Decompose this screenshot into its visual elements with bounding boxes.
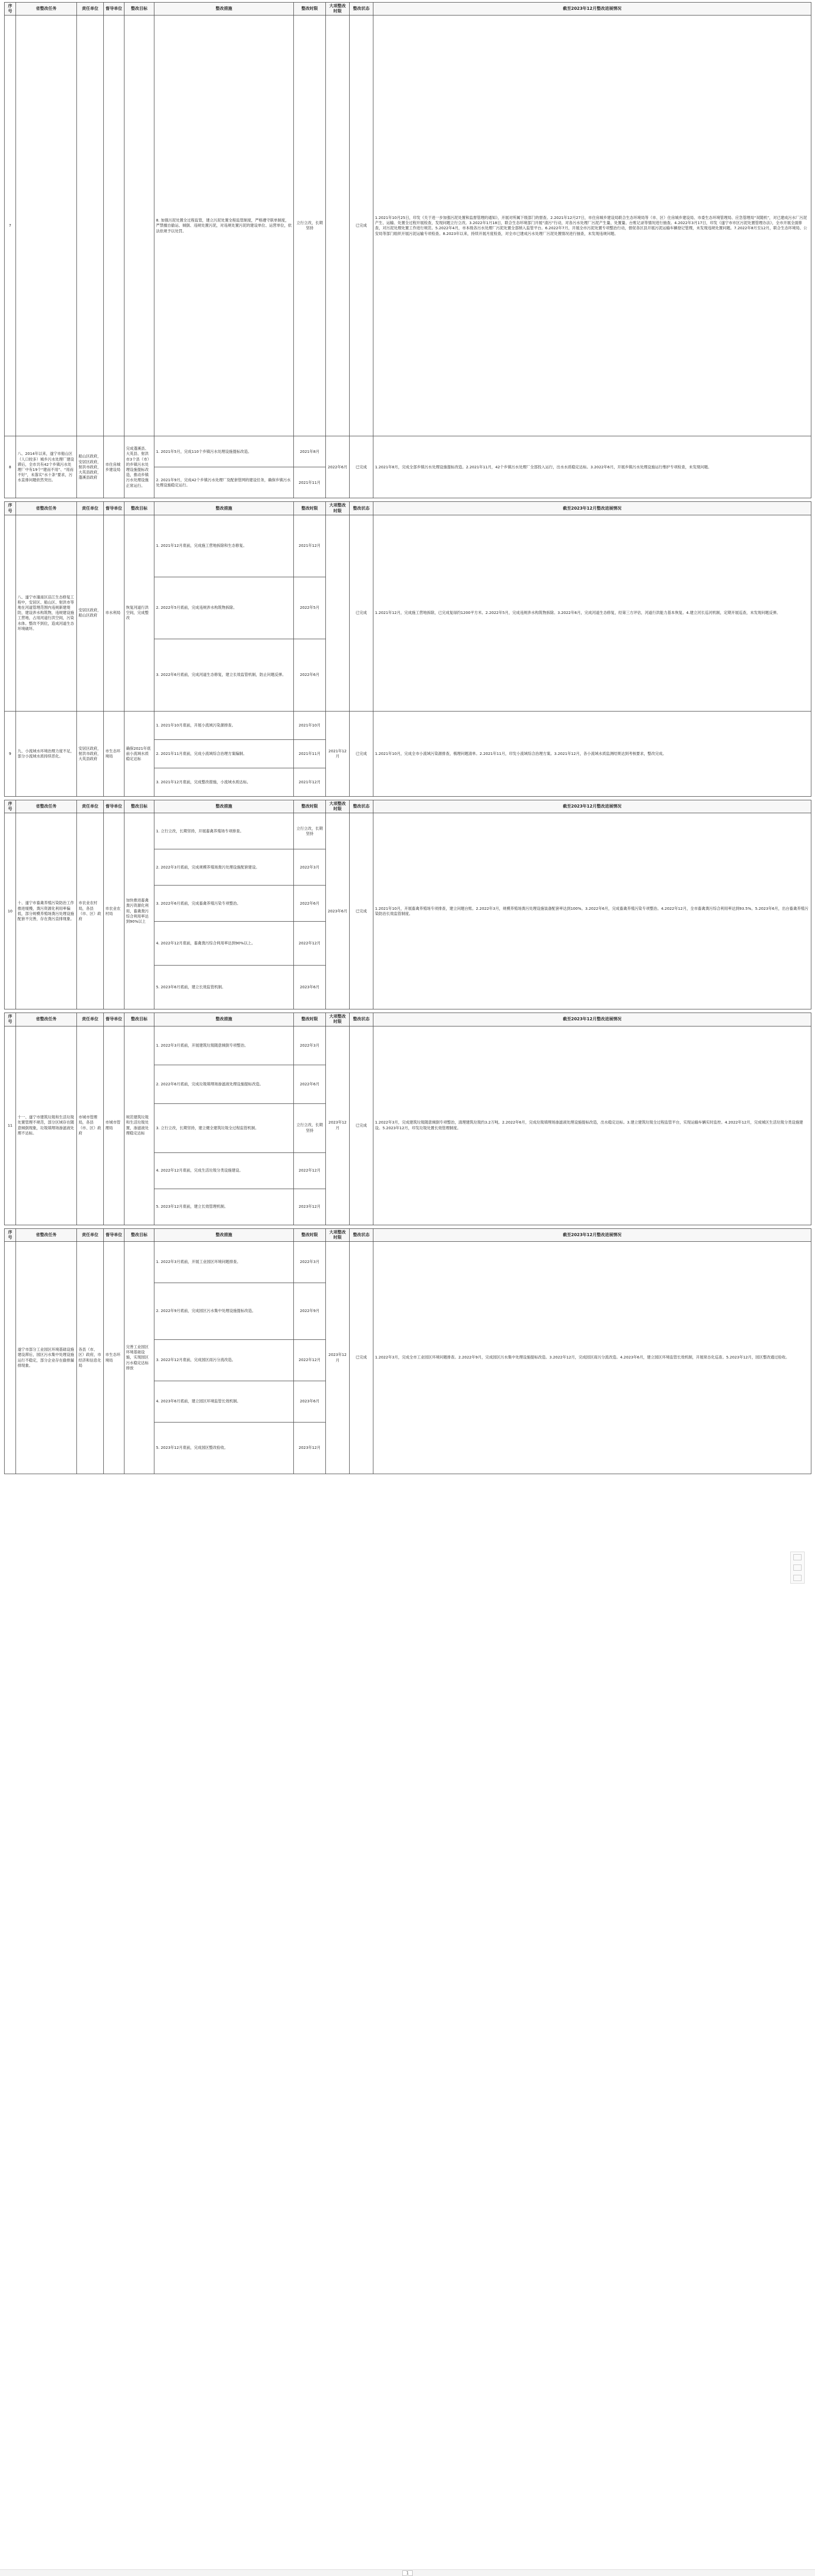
status-cell: 已完成 bbox=[350, 1242, 373, 1474]
task-cell: 九、小流域水环境治理力度不足，部分小流域水质持续恶化。 bbox=[16, 711, 77, 796]
col-header: 大项整改时限 bbox=[326, 800, 350, 813]
deadline-cell: 2022年12月 bbox=[294, 1340, 326, 1381]
page-number-button[interactable]: 1 bbox=[402, 2570, 412, 2576]
col-header: 整改目标 bbox=[124, 800, 154, 813]
col-header: 序号 bbox=[5, 800, 16, 813]
col-header: 大项整改时限 bbox=[326, 3, 350, 15]
col-header: 序号 bbox=[5, 502, 16, 515]
progress-cell: 1.2022年3月，完成建筑垃圾随意倾倒专项整治，清理建筑垃圾约3.2万吨。2.2022年6月，完成垃圾填埋场渗滤液处理设施提标改造，出水稳定达标。3.建立建筑垃圾全过程监管平台，实现运输车辆实时监控。4.2022年12月，完成城区生活垃圾分类设施建设。5.2023年12月，印发垃圾处置长效管理制度。 bbox=[373, 1026, 811, 1225]
measure-cell: 3. 2022年6月底前，完成河道生态修复，建立长效监管机制，防止问题反弹。 bbox=[154, 639, 294, 711]
supervisor-cell: 市城市管理局 bbox=[104, 1026, 124, 1225]
measure-cell: 3. 2022年12月底前，完成园区雨污分流改造。 bbox=[154, 1340, 294, 1381]
col-header: 截至2023年12月整改进展情况 bbox=[373, 1228, 811, 1241]
table-header-row bbox=[5, 800, 811, 813]
col-header: 责任单位 bbox=[77, 800, 104, 813]
measure-cell: 2. 2022年6月底前，完成垃圾填埋场渗滤液处理设施提标改造。 bbox=[154, 1065, 294, 1103]
unit-cell: 安居区政府，船山区政府 bbox=[77, 515, 104, 711]
status-cell: 已完成 bbox=[350, 813, 373, 1009]
measure-cell: 1. 2022年3月底前，开展工业园区环境问题排查。 bbox=[154, 1242, 294, 1283]
col-header: 整改措施 bbox=[154, 1013, 294, 1026]
deadline-cell: 2022年9月 bbox=[294, 1283, 326, 1340]
measure-cell: 4. 2022年12月底前，畜禽粪污综合利用率达到90%以上。 bbox=[154, 922, 294, 966]
toolbar-icon[interactable] bbox=[793, 1564, 802, 1571]
table-row bbox=[5, 1242, 811, 1283]
col-header: 省整改任务 bbox=[16, 502, 77, 515]
measure-cell: 2. 2022年9月底前，完成园区污水集中处理设施提标改造。 bbox=[154, 1283, 294, 1340]
col-header: 整改状态 bbox=[350, 800, 373, 813]
deadline-cell: 2022年3月 bbox=[294, 1242, 326, 1283]
deadline-cell: 2022年3月 bbox=[294, 1026, 326, 1065]
deadline-cell: 2021年11月 bbox=[294, 739, 326, 768]
col-header: 序号 bbox=[5, 3, 16, 15]
deadline-cell: 2023年12月 bbox=[294, 1189, 326, 1225]
progress-cell: 1.2021年10月，完成全市小流域污染源排查，梳理问题清单。2.2021年11月，印发小流域综合治理方案。3.2021年12月，各小流域水质监测结果达到考核要求，整改完成。 bbox=[373, 711, 811, 796]
measure-cell: 3. 2021年12月底前，完成整改措施，小流域水质达标。 bbox=[154, 768, 294, 796]
task-cell: 十一、遂宁市建筑垃圾和生活垃圾处置管理不规范，部分区域存在随意倾倒现象，垃圾填埋场渗滤液处理不达标。 bbox=[16, 1026, 77, 1225]
deadline-cell: 立行立改，长期坚持 bbox=[294, 15, 326, 436]
supervisor-cell: 市住房城乡建设局 bbox=[104, 436, 124, 498]
unit-cell: 各县（市、区）政府，市经济和信息化局 bbox=[77, 1242, 104, 1474]
progress-cell: 1.2021年8月，完成全部乡镇污水处理设施提标改造。2.2021年11月，42个乡镇污水处理厂全部投入运行，出水水质稳定达标。3.2022年6月，开展乡镇污水处理设施运行维护专项检查，未发现问题。 bbox=[373, 436, 811, 498]
table-row bbox=[5, 15, 811, 436]
measure-cell: 1. 2021年12月底前，完成施工营地拆除和生态修复。 bbox=[154, 515, 294, 577]
deadline-cell: 2022年5月 bbox=[294, 577, 326, 639]
table-header-row bbox=[5, 1013, 811, 1026]
col-header: 责任单位 bbox=[77, 3, 104, 15]
col-header: 整改措施 bbox=[154, 800, 294, 813]
status-cell: 已完成 bbox=[350, 15, 373, 436]
col-header: 整改目标 bbox=[124, 1228, 154, 1241]
table-row bbox=[5, 436, 811, 467]
progress-cell: 1.2022年3月，完成全市工业园区环境问题排查。2.2022年9月，完成园区污水集中处理设施提标改造。3.2022年12月，完成园区雨污分流改造。4.2023年6月，建立园区环境监管长效机制，开展常态化巡查。5.2023年12月，园区整改通过验收。 bbox=[373, 1242, 811, 1474]
col-header: 督导单位 bbox=[104, 800, 124, 813]
measure-cell: 2. 2022年5月底前，完成违规涉水构筑物拆除。 bbox=[154, 577, 294, 639]
unit-cell: 市城市管理局，各县（市、区）政府 bbox=[77, 1026, 104, 1225]
supervisor-cell: 市农业农村局 bbox=[104, 813, 124, 1009]
deadline-cell: 2021年11月 bbox=[294, 467, 326, 498]
col-header: 大项整改时限 bbox=[326, 1013, 350, 1026]
row-number: 7 bbox=[5, 15, 16, 436]
unit-cell: 安居区政府，射洪市政府，大英县政府 bbox=[77, 711, 104, 796]
big-deadline-cell bbox=[326, 15, 350, 436]
col-header: 督导单位 bbox=[104, 1013, 124, 1026]
measure-cell: 1. 2022年3月底前，开展建筑垃圾随意倾倒专项整治。 bbox=[154, 1026, 294, 1065]
col-header: 序号 bbox=[5, 1228, 16, 1241]
col-header: 督导单位 bbox=[104, 502, 124, 515]
col-header: 整改状态 bbox=[350, 1228, 373, 1241]
deadline-cell: 2022年12月 bbox=[294, 922, 326, 966]
big-deadline-cell: 2023年12月 bbox=[326, 1026, 350, 1225]
deadline-cell: 2021年8月 bbox=[294, 436, 326, 467]
col-header: 整改状态 bbox=[350, 3, 373, 15]
status-cell: 已完成 bbox=[350, 711, 373, 796]
deadline-cell: 2022年12月 bbox=[294, 1152, 326, 1189]
status-cell: 已完成 bbox=[350, 436, 373, 498]
rectification-table-2 bbox=[4, 501, 811, 796]
col-header: 整改时限 bbox=[294, 800, 326, 813]
unit-cell bbox=[77, 15, 104, 436]
measure-cell: 1. 立行立改，长期坚持，开展畜禽养殖场专项排查。 bbox=[154, 813, 294, 849]
measure-cell: 3. 2022年6月底前，完成畜禽养殖污染专项整治。 bbox=[154, 886, 294, 922]
rectification-table-3 bbox=[4, 800, 811, 1009]
col-header: 省整改任务 bbox=[16, 1228, 77, 1241]
row-number: 8 bbox=[5, 436, 16, 498]
table-header-row bbox=[5, 502, 811, 515]
col-header: 整改状态 bbox=[350, 502, 373, 515]
row-number: 9 bbox=[5, 711, 16, 796]
task-cell: 八、2014年以来，遂宁市船山区（人口较多）城乡污水处理厂建设滞后，全市共有42个乡镇污水处理厂中有19个“建而不用”、“用而不好”，未落实“水十条”要求，污水直排问题依然突出。 bbox=[16, 436, 77, 498]
supervisor-cell: 市水利局 bbox=[104, 515, 124, 711]
col-header: 省整改任务 bbox=[16, 800, 77, 813]
deadline-cell: 2023年6月 bbox=[294, 1381, 326, 1423]
supervisor-cell: 市生态环境局 bbox=[104, 1242, 124, 1474]
rectification-table-1 bbox=[4, 2, 811, 498]
col-header: 督导单位 bbox=[104, 3, 124, 15]
measure-cell: 8. 加强污泥处置全过程监管，建立污泥处置全程监管制度，严格遵守联单制度，严禁擅自偷运、倾倒、违规处置污泥，对违规处置污泥的建设单位、运营单位，依法依规予以处罚。 bbox=[154, 15, 294, 436]
col-header: 整改措施 bbox=[154, 3, 294, 15]
measure-cell: 5. 2023年6月底前，建立长效监管机制。 bbox=[154, 966, 294, 1009]
col-header: 大项整改时限 bbox=[326, 502, 350, 515]
goal-cell: 完善工业园区环境基础设施，实现园区污水稳定达标排放 bbox=[124, 1242, 154, 1474]
col-header: 截至2023年12月整改进展情况 bbox=[373, 800, 811, 813]
progress-cell: 1.2021年10月，开展畜禽养殖场专项排查，建立问题台账。2.2022年3月，规模养殖场粪污处理设施装备配套率达到100%。3.2022年6月，完成畜禽养殖污染专项整治。4.2022年12月，全市畜禽粪污综合利用率达到93.5%。5.2023年6月，出台畜禽养殖污染防治长效监管制度。 bbox=[373, 813, 811, 1009]
col-header: 责任单位 bbox=[77, 502, 104, 515]
col-header: 大项整改时限 bbox=[326, 1228, 350, 1241]
big-deadline-cell bbox=[326, 515, 350, 711]
rectification-table-5 bbox=[4, 1228, 811, 1474]
measure-cell: 1. 2021年5月，完成110个乡镇污水处理设施提标改造。 bbox=[154, 436, 294, 467]
big-deadline-cell: 2023年12月 bbox=[326, 1242, 350, 1474]
deadline-cell: 2021年12月 bbox=[294, 515, 326, 577]
big-deadline-cell: 2021年12月 bbox=[326, 711, 350, 796]
measure-cell: 4. 2023年6月底前，建立园区环境监管长效机制。 bbox=[154, 1381, 294, 1423]
toolbar-icon[interactable] bbox=[793, 1575, 802, 1581]
table-header-row bbox=[5, 1228, 811, 1241]
col-header: 责任单位 bbox=[77, 1228, 104, 1241]
table-row bbox=[5, 515, 811, 577]
col-header: 截至2023年12月整改进展情况 bbox=[373, 1013, 811, 1026]
row-number: 10 bbox=[5, 813, 16, 1009]
col-header: 责任单位 bbox=[77, 1013, 104, 1026]
col-header: 整改目标 bbox=[124, 502, 154, 515]
deadline-cell: 2023年12月 bbox=[294, 1423, 326, 1474]
table-row bbox=[5, 813, 811, 849]
goal-cell: 恢复河道行洪空间，完成整改 bbox=[124, 515, 154, 711]
pagination-bar bbox=[0, 2569, 815, 2576]
col-header: 整改时限 bbox=[294, 3, 326, 15]
supervisor-cell bbox=[104, 15, 124, 436]
deadline-cell: 2021年12月 bbox=[294, 768, 326, 796]
document-page bbox=[4, 2, 811, 1474]
deadline-cell: 2022年3月 bbox=[294, 849, 326, 886]
big-deadline-cell: 2022年6月 bbox=[326, 436, 350, 498]
status-cell: 已完成 bbox=[350, 515, 373, 711]
goal-cell: 规范建筑垃圾和生活垃圾处置，渗滤液处理稳定达标 bbox=[124, 1026, 154, 1225]
row-number: 11 bbox=[5, 1026, 16, 1225]
col-header: 省整改任务 bbox=[16, 3, 77, 15]
measure-cell: 1. 2021年10月底前，开展小流域污染源排查。 bbox=[154, 711, 294, 739]
deadline-cell: 2022年6月 bbox=[294, 1065, 326, 1103]
measure-cell: 3. 立行立改，长期坚持，建立健全建筑垃圾全过程监管机制。 bbox=[154, 1103, 294, 1152]
goal-cell: 加快推进畜禽粪污资源化利用，畜禽粪污综合利用率达到90%以上 bbox=[124, 813, 154, 1009]
deadline-cell: 立行立改，长期坚持 bbox=[294, 813, 326, 849]
progress-cell: 1.2021年10月25日，印发《关于进一步加强污泥处置和监督管理的通知》，开展对所属下级部门的督查。2.2021年12月27日，市住房城乡建设局联合生态环境局等（市、区）住房城乡建设局、市委生态环境管理局、应急管理局“双随机”，对已建成污水厂污泥产生、运输、处置全过程开展检查，发现问题立行立改。3.2022年1月18日，联合生态环境部门开展“清污”行动，对各污水处理厂污泥产生量、处置量、台账记录等情况进行抽查。4.2022年3月17日，印发《遂宁市市区污泥处置管理办法》，全市开展全面排查，对污泥处理处置工作进行规范。5.2022年4月，市本级各污水处理厂污泥处置全部纳入监管平台。6.2022年7月，开展全市污泥处置专项整治行动，督促各区县开展污泥运输车辆登记管理，未发现违规处置问题。7.2022年8月至12月，联合生态环境局、公安局等部门组织开展污泥运输专项检查。8.2023年以来，持续开展月度检查，对全市已建成污水处理厂污泥处置情况进行抽查，未发现违规问题。 bbox=[373, 15, 811, 436]
measure-cell: 2. 2021年11月底前，完成小流域综合治理方案编制。 bbox=[154, 739, 294, 768]
row-number bbox=[5, 1242, 16, 1474]
col-header: 整改时限 bbox=[294, 1013, 326, 1026]
col-header: 整改时限 bbox=[294, 502, 326, 515]
task-cell: 十、遂宁市畜禽养殖污染防治工作推进缓慢，粪污资源化利用率偏低，部分规模养殖场粪污处理设施配套不完善，存在粪污直排现象。 bbox=[16, 813, 77, 1009]
col-header: 序号 bbox=[5, 1013, 16, 1026]
side-toolbar[interactable] bbox=[790, 1552, 805, 1584]
goal-cell bbox=[124, 15, 154, 436]
col-header: 整改目标 bbox=[124, 1013, 154, 1026]
toolbar-icon[interactable] bbox=[793, 1554, 802, 1560]
supervisor-cell: 市生态环境局 bbox=[104, 711, 124, 796]
unit-cell: 船山区政府，安居区政府，射洪市政府，大英县政府，蓬溪县政府 bbox=[77, 436, 104, 498]
col-header: 截至2023年12月整改进展情况 bbox=[373, 3, 811, 15]
col-header: 整改时限 bbox=[294, 1228, 326, 1241]
col-header: 整改目标 bbox=[124, 3, 154, 15]
measure-cell: 5. 2023年12月底前，完成园区整改验收。 bbox=[154, 1423, 294, 1474]
measure-cell: 2. 2022年3月底前，完成规模养殖场粪污处理设施配套建设。 bbox=[154, 849, 294, 886]
measure-cell: 4. 2022年12月底前，完成生活垃圾分类设施建设。 bbox=[154, 1152, 294, 1189]
deadline-cell: 2022年6月 bbox=[294, 886, 326, 922]
deadline-cell: 2021年10月 bbox=[294, 711, 326, 739]
unit-cell: 市农业农村局，各县（市、区）政府 bbox=[77, 813, 104, 1009]
deadline-cell: 2023年6月 bbox=[294, 966, 326, 1009]
goal-cell: 完成蓬溪县、大英县、射洪市3个县（市）的乡镇污水处理设施提标改造，推动乡镇污水处理设施正常运行。 bbox=[124, 436, 154, 498]
task-cell: 八、遂宁市潼南区涪江生态修复工程中，安居区、船山区、射洪市等地在河道管理范围内违规新建堤防，建设涉水构筑物，违规建设施工营地，占用河道行洪空间，污染水体。整改不到位，造成河道生态环境破坏。 bbox=[16, 515, 77, 711]
col-header: 督导单位 bbox=[104, 1228, 124, 1241]
task-cell bbox=[16, 15, 77, 436]
col-header: 整改措施 bbox=[154, 502, 294, 515]
progress-cell: 1.2021年12月，完成施工营地拆除，已完成复绿约1200平方米。2.2022年5月，完成违规涉水构筑物拆除。3.2022年6月，完成河道生态修复，经第三方评估，河道行洪能力基本恢复。4.建立河长巡河机制，定期开展巡查，未发现问题反弹。 bbox=[373, 515, 811, 711]
col-header: 整改措施 bbox=[154, 1228, 294, 1241]
measure-cell: 5. 2023年12月底前，建立长效管理机制。 bbox=[154, 1189, 294, 1225]
col-header: 截至2023年12月整改进展情况 bbox=[373, 502, 811, 515]
goal-cell: 确保2021年底前小流域水质稳定达标 bbox=[124, 711, 154, 796]
col-header: 整改状态 bbox=[350, 1013, 373, 1026]
deadline-cell: 立行立改，长期坚持 bbox=[294, 1103, 326, 1152]
status-cell: 已完成 bbox=[350, 1026, 373, 1225]
row-number bbox=[5, 515, 16, 711]
task-cell: 遂宁市部分工业园区环境基础设施建设滞后，园区污水集中处理设施运行不稳定，部分企业存在偷排漏排现象。 bbox=[16, 1242, 77, 1474]
table-header-row bbox=[5, 3, 811, 15]
col-header: 省整改任务 bbox=[16, 1013, 77, 1026]
table-row bbox=[5, 711, 811, 739]
rectification-table-4 bbox=[4, 1013, 811, 1225]
big-deadline-cell: 2023年6月 bbox=[326, 813, 350, 1009]
deadline-cell: 2022年6月 bbox=[294, 639, 326, 711]
table-row bbox=[5, 1026, 811, 1065]
measure-cell: 2. 2021年9月，完成42个乡镇污水处理厂及配套管网的建设任务，确保乡镇污水处理设施稳定运行。 bbox=[154, 467, 294, 498]
